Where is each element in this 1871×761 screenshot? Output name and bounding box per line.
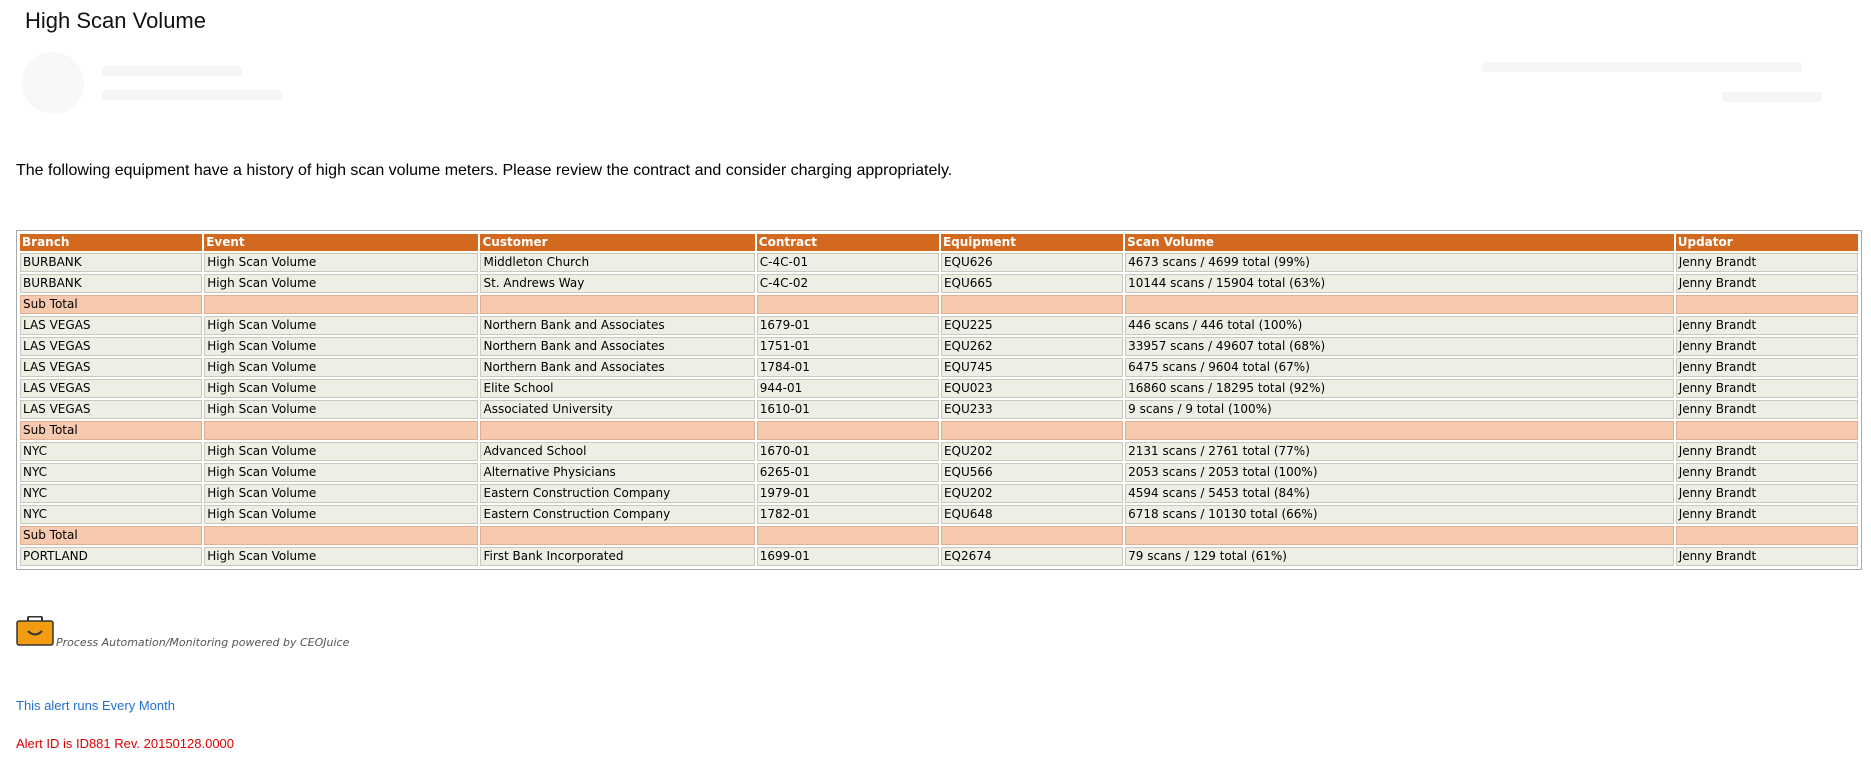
cell-customer: St. Andrews Way [480,274,754,293]
cell-updator: Jenny Brandt [1676,379,1858,398]
column-header-contract: Contract [757,234,939,251]
cell-customer: Middleton Church [480,253,754,272]
cell-contract: 1679-01 [757,316,939,335]
cell-branch: NYC [20,484,202,503]
cell-updator: Jenny Brandt [1676,337,1858,356]
cell-updator: Jenny Brandt [1676,358,1858,377]
cell-contract: 1610-01 [757,400,939,419]
cell-updator: Jenny Brandt [1676,316,1858,335]
cell-scan-volume [1125,526,1674,545]
cell-event: High Scan Volume [204,547,478,566]
cell-contract: C-4C-01 [757,253,939,272]
cell-customer [480,295,754,314]
column-header-branch: Branch [20,234,202,251]
cell-updator [1676,295,1858,314]
cell-contract: 1699-01 [757,547,939,566]
cell-event: High Scan Volume [204,274,478,293]
cell-customer: Northern Bank and Associates [480,316,754,335]
cell-customer: Northern Bank and Associates [480,358,754,377]
recipient-line [102,90,282,100]
table-row [20,484,1858,503]
alert-id-text: Alert ID is ID881 Rev. 20150128.0000 [16,736,235,751]
cell-scan-volume: 2131 scans / 2761 total (77%) [1125,442,1674,461]
cell-scan-volume: 4673 scans / 4699 total (99%) [1125,253,1674,272]
sender-line [102,66,242,76]
intro-text: The following equipment have a history of high scan volume meters. Please review the contract and consider charging appropriately. [16,162,953,179]
cell-scan-volume: 33957 scans / 49607 total (68%) [1125,337,1674,356]
column-header-equipment: Equipment [941,234,1123,251]
cell-updator: Jenny Brandt [1676,463,1858,482]
email-subject: High Scan Volume [25,8,206,33]
cell-updator: Jenny Brandt [1676,400,1858,419]
cell-customer: Associated University [480,400,754,419]
table-row [20,505,1858,524]
cell-branch: LAS VEGAS [20,316,202,335]
cell-scan-volume: 6718 scans / 10130 total (66%) [1125,505,1674,524]
table-row [20,442,1858,461]
cell-branch: Sub Total [20,526,202,545]
cell-equipment: EQU262 [941,337,1123,356]
cell-event [204,295,478,314]
column-header-event: Event [204,234,478,251]
table-row [20,547,1858,566]
cell-equipment: EQU225 [941,316,1123,335]
cell-branch: BURBANK [20,274,202,293]
cell-equipment: EQU648 [941,505,1123,524]
table-body [20,253,1858,566]
cell-updator [1676,526,1858,545]
table-row [20,316,1858,335]
cell-event: High Scan Volume [204,358,478,377]
cell-scan-volume: 16860 scans / 18295 total (92%) [1125,379,1674,398]
cell-branch: Sub Total [20,421,202,440]
cell-updator: Jenny Brandt [1676,253,1858,272]
cell-scan-volume: 79 scans / 129 total (61%) [1125,547,1674,566]
cell-updator [1676,421,1858,440]
cell-event: High Scan Volume [204,442,478,461]
cell-equipment: EQU233 [941,400,1123,419]
cell-branch: NYC [20,463,202,482]
column-header-updator: Updator [1676,234,1858,251]
cell-customer: Elite School [480,379,754,398]
action-bar-line [1482,62,1802,72]
table-row [20,253,1858,272]
cell-customer: Northern Bank and Associates [480,337,754,356]
cell-equipment: EQU626 [941,253,1123,272]
cell-customer: Alternative Physicians [480,463,754,482]
cell-contract [757,526,939,545]
cell-customer: First Bank Incorporated [480,547,754,566]
cell-equipment [941,421,1123,440]
cell-branch: NYC [20,442,202,461]
cell-branch: LAS VEGAS [20,358,202,377]
cell-scan-volume: 2053 scans / 2053 total (100%) [1125,463,1674,482]
cell-updator: Jenny Brandt [1676,505,1858,524]
cell-customer: Eastern Construction Company [480,505,754,524]
cell-contract [757,421,939,440]
cell-equipment [941,295,1123,314]
cell-branch: LAS VEGAS [20,337,202,356]
cell-event [204,421,478,440]
cell-contract [757,295,939,314]
cell-scan-volume [1125,421,1674,440]
cell-equipment: EQ2674 [941,547,1123,566]
cell-customer [480,421,754,440]
table-row [20,358,1858,377]
cell-event: High Scan Volume [204,463,478,482]
cell-event: High Scan Volume [204,253,478,272]
column-header-scan-volume: Scan Volume [1125,234,1674,251]
cell-updator: Jenny Brandt [1676,442,1858,461]
scan-volume-table-container [16,230,1862,570]
table-row [20,379,1858,398]
cell-equipment: EQU665 [941,274,1123,293]
table-header-row [20,234,1858,251]
cell-event: High Scan Volume [204,484,478,503]
cell-contract: 1670-01 [757,442,939,461]
cell-contract: 1751-01 [757,337,939,356]
cell-customer: Advanced School [480,442,754,461]
cell-scan-volume: 6475 scans / 9604 total (67%) [1125,358,1674,377]
cell-event: High Scan Volume [204,379,478,398]
cell-equipment: EQU023 [941,379,1123,398]
column-header-customer: Customer [480,234,754,251]
table-row [20,463,1858,482]
cell-contract: 1782-01 [757,505,939,524]
subtotal-row [20,526,1858,545]
cell-equipment [941,526,1123,545]
cell-event: High Scan Volume [204,316,478,335]
schedule-text: This alert runs Every Month [16,698,175,713]
cell-updator: Jenny Brandt [1676,484,1858,503]
cell-scan-volume: 4594 scans / 5453 total (84%) [1125,484,1674,503]
cell-scan-volume [1125,295,1674,314]
cell-event [204,526,478,545]
date-line [1722,92,1822,102]
cell-branch: NYC [20,505,202,524]
sender-header-placeholder [22,52,1862,122]
cell-branch: Sub Total [20,295,202,314]
cell-scan-volume: 10144 scans / 15904 total (63%) [1125,274,1674,293]
scan-volume-table [18,232,1860,568]
cell-updator: Jenny Brandt [1676,547,1858,566]
sender-avatar [22,52,84,114]
subtotal-row [20,295,1858,314]
brand-text: Process Automation/Monitoring powered by CEOJuice [56,636,350,649]
cell-branch: LAS VEGAS [20,379,202,398]
cell-branch: PORTLAND [20,547,202,566]
cell-equipment: EQU202 [941,442,1123,461]
cell-updator: Jenny Brandt [1676,274,1858,293]
table-row [20,274,1858,293]
cell-contract: 1784-01 [757,358,939,377]
cell-scan-volume: 9 scans / 9 total (100%) [1125,400,1674,419]
subtotal-row [20,421,1858,440]
cell-equipment: EQU745 [941,358,1123,377]
cell-customer: Eastern Construction Company [480,484,754,503]
cell-event: High Scan Volume [204,400,478,419]
cell-event: High Scan Volume [204,337,478,356]
cell-customer [480,526,754,545]
table-row [20,337,1858,356]
briefcase-icon [16,616,54,646]
cell-contract: C-4C-02 [757,274,939,293]
cell-contract: 6265-01 [757,463,939,482]
cell-equipment: EQU566 [941,463,1123,482]
cell-contract: 944-01 [757,379,939,398]
cell-contract: 1979-01 [757,484,939,503]
cell-branch: BURBANK [20,253,202,272]
table-row [20,400,1858,419]
cell-scan-volume: 446 scans / 446 total (100%) [1125,316,1674,335]
cell-equipment: EQU202 [941,484,1123,503]
cell-branch: LAS VEGAS [20,400,202,419]
cell-event: High Scan Volume [204,505,478,524]
